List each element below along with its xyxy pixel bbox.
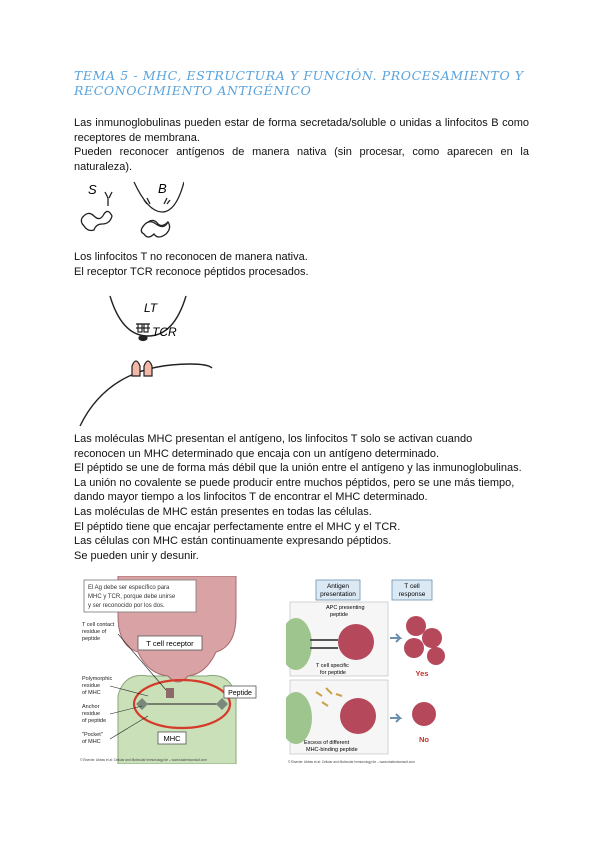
pocket-label-1: "Pocket" [82, 732, 103, 738]
anchor-label-3: of peptide [82, 718, 107, 724]
note-line-3: y ser reconocido por los dos. [88, 603, 165, 609]
lymphocyte-t-section [74, 250, 529, 279]
sketch-label-tcr: TCR [152, 325, 177, 339]
sketch-label-b: B [158, 181, 167, 196]
t-cell-top [338, 624, 374, 660]
apc-label-2: peptide [330, 612, 349, 618]
contact-label-3: peptide [82, 636, 101, 642]
header-tcell-1: T cell [404, 583, 420, 590]
contact-label-2: residue of [82, 629, 107, 635]
mhc-line-4: La unión no covalente se puede producir entre muchos péptidos, pero se une más tiempo, [74, 476, 515, 489]
mhc-line-5: dando mayor tiempo a los linfocitos T de encontrar el MHC determinado. [74, 491, 428, 504]
antibody-sketch [72, 178, 184, 244]
polymorphic-label-2: residue [82, 683, 101, 689]
intro-paragraph-1: Las inmunoglobulinas pueden estar de forma secretada/soluble o unidas a linfocitos B como receptores de membrana. [74, 117, 529, 144]
note-line-1: El Ag debe ser específico para [88, 585, 170, 591]
contact-label-1: T cell contact [82, 622, 115, 628]
anchor-label-1: Anchor [82, 704, 100, 710]
header-tcell-2: response [398, 591, 426, 598]
mhc-section [74, 432, 529, 563]
tcr-sketch [72, 290, 218, 428]
antigen-presentation-figure [286, 578, 454, 766]
contact-residue [166, 688, 174, 698]
intro-section [74, 116, 529, 174]
tcell-label-1: T cell specific [316, 663, 349, 669]
peptide-label: Peptide [228, 690, 252, 697]
right-figure-credit: © Elsevier. Abbas et al: Cellular and Molecular Immunology 6e – www.studentconsult.com [288, 760, 415, 764]
mhc-line-8: Las células con MHC están continuamente expresando péptidos. [74, 535, 392, 548]
header-antigen-2: presentation [320, 591, 356, 598]
no-label: No [419, 735, 429, 744]
intro-paragraph-2: Pueden reconocer antígenos de manera nativa (sin procesar, como aparecen en la naturaleza). [74, 146, 529, 173]
sketch-label-lt: LT [144, 301, 158, 315]
lymphocyte-t-paragraph-2: El receptor TCR reconoce péptidos procesados. [74, 265, 309, 278]
left-figure-credit: © Elsevier. Abbas et al: Cellular and Molecular Immunology 6e – www.studentconsult.com [80, 758, 207, 762]
pocket-label-2: of MHC [82, 739, 101, 745]
mhc-label: MHC [163, 734, 181, 743]
note-line-2: MHC y TCR, porque debe unirse [88, 594, 176, 600]
anchor-label-2: residue [82, 711, 101, 717]
tcell-label-2: for peptide [320, 670, 346, 676]
mhc-line-9: Se pueden unir y desunir. [74, 549, 199, 562]
mhc-line-7: El péptido tiene que encajar perfectamente entre el MHC y el TCR. [74, 520, 401, 533]
polymorphic-label-3: of MHC [82, 690, 101, 696]
title-line-1: TEMA 5 - MHC, ESTRUCTURA Y FUNCIÓN. PROCESAMIENTO Y [74, 68, 524, 83]
apc-label-1: APC presenting [326, 605, 365, 611]
excess-label-2: MHC-binding peptide [306, 747, 358, 753]
header-antigen-1: Antigen [326, 583, 350, 590]
tcr-label: T cell receptor [146, 639, 194, 648]
mhc-line-6: Las moléculas de MHC están presentes en todas las células. [74, 505, 372, 518]
title-line-2: RECONOCIMIENTO ANTIGÉNICO [74, 83, 312, 98]
mhc-line-1: Las moléculas MHC presentan el antígeno, los linfocitos T solo se activan cuando [74, 433, 473, 445]
soluble-antibody-icon [81, 192, 112, 231]
sketch-label-s: S [88, 182, 97, 197]
lymphocyte-t-paragraph-1: Los linfocitos T no reconocen de manera nativa. [74, 251, 308, 263]
tcr-icon [136, 324, 150, 341]
inactive-t-cell [412, 702, 436, 726]
excess-label-1: Excess of different [304, 740, 350, 746]
tcr-mhc-complex-figure [78, 576, 262, 764]
mhc-line-2: reconocen un MHC determinado que encaja con un antígeno determinado. [74, 447, 440, 460]
yes-label: Yes [415, 669, 429, 678]
page-title [74, 68, 534, 98]
polymorphic-label-1: Polymorphic [82, 676, 113, 682]
mhc-line-3: El péptido se une de forma más débil que la unión entre el antígeno y las inmunoglobulinas. [74, 462, 522, 475]
mhc-sketch-icon [132, 361, 152, 376]
t-cell-bottom [340, 698, 376, 734]
